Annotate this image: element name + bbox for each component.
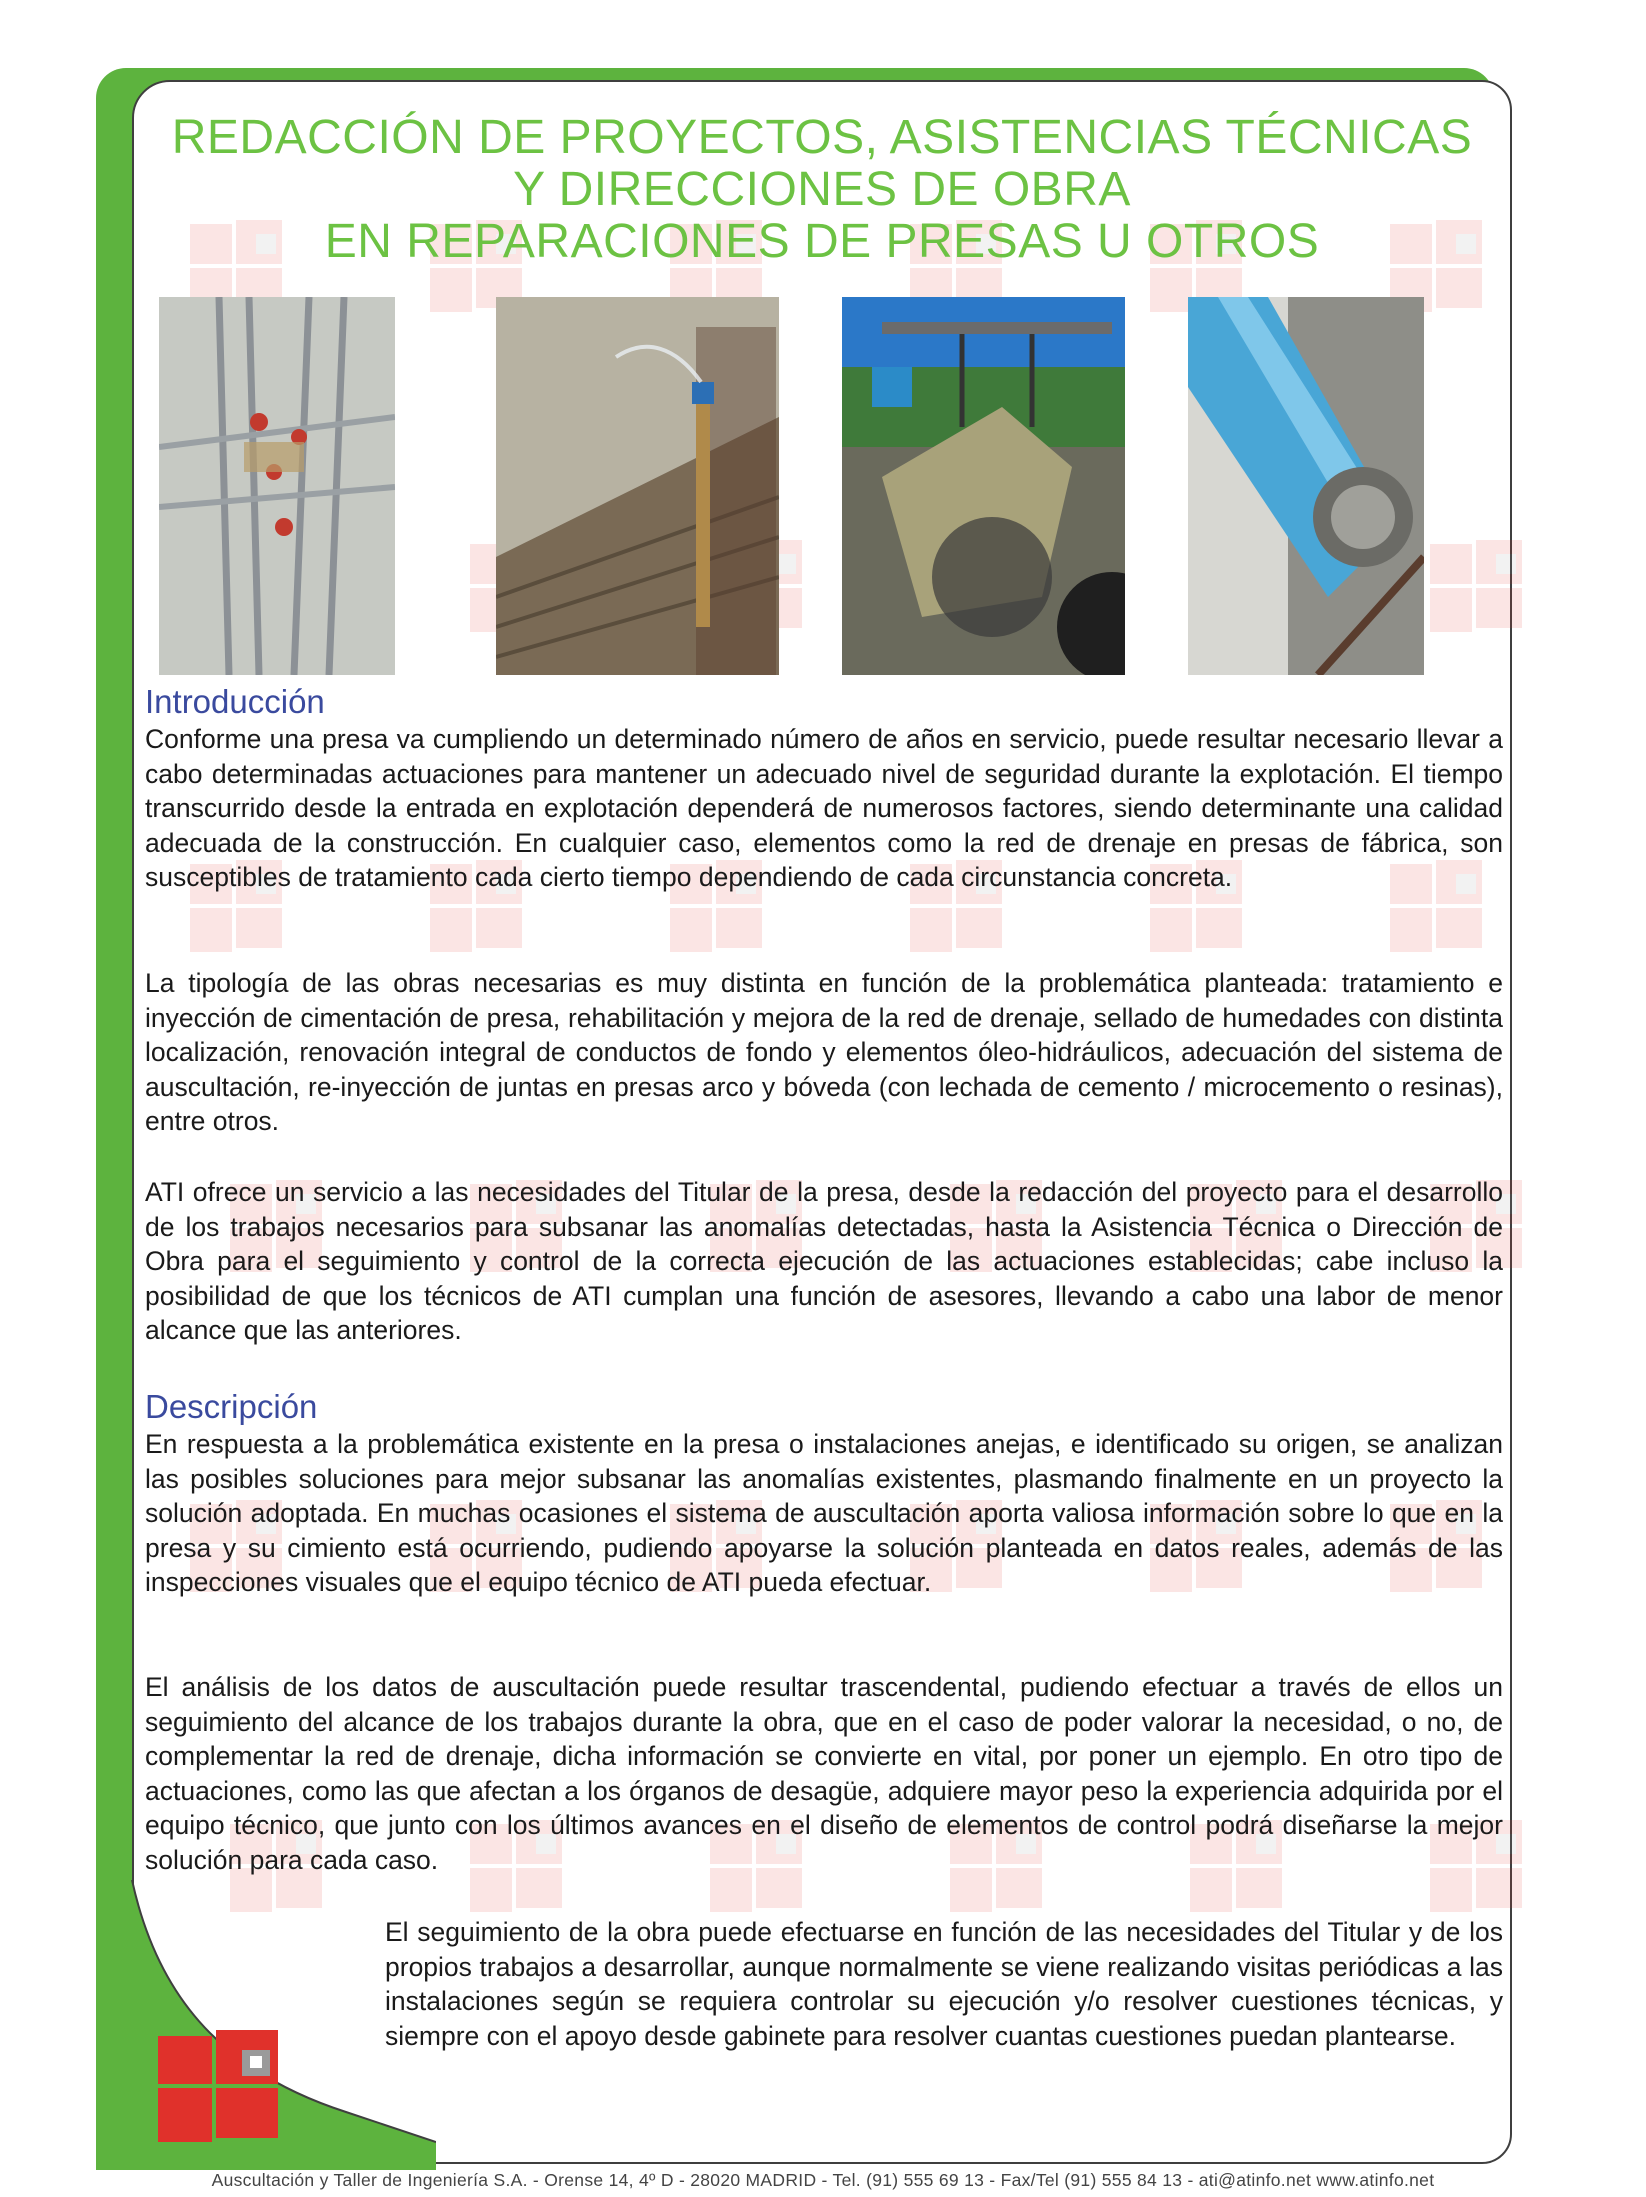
photo-water-outlet (496, 297, 779, 675)
description-paragraph-2: El análisis de los datos de auscultación puede resultar trascendental, pudiendo efectuar a través de ellos un seguimiento del alcance de los trabajos durante la obra, que en el caso de poder valorar la necesidad, o no, de complementar la red de drenaje, dicha información se convierte en vital, por poner un ejemplo. En otro tipo de actuaciones, como las que afectan a los órganos de desagüe, adquiere mayor peso la experiencia adquirida por el equipo técnico, que junto con los últimos avances en el diseño de elementos de control podrá diseñarse la mejor solución para cada caso. (145, 1672, 1503, 1875)
photo-gate-lifting (842, 297, 1125, 675)
footer-contact: Auscultación y Taller de Ingeniería S.A. - Orense 14, 4º D - 28020 MADRID - Tel. (91) 555 69 13 - Fax/Tel (91) 555 84 13 - ati@atinfo.net www.atinfo.net (211, 2170, 1435, 2190)
section-heading-descripcion: Descripción (145, 1388, 318, 1425)
title-line-1: REDACCIÓN DE PROYECTOS, ASISTENCIAS TÉCNICAS (171, 111, 1473, 164)
description-paragraph-3: El seguimiento de la obra puede efectuarse en función de las necesidades del Titular y de los propios trabajos a desarrollar, aunque normalmente se viene realizando visitas periódicas a las instalaciones según se requiera controlar su ejecución y/o resolver cuestiones técnicas, y siempre con el apoyo desde gabinete para resolver cuantas cuestiones puedan plantearse. (385, 1917, 1503, 2051)
description-paragraph-1: En respuesta a la problemática existente en la presa o instalaciones anejas, e identificado su origen, se analizan las posibles soluciones para mejor subsanar las anomalías existentes, plasmando finalmente en un proyecto la solución adoptada. En muchas ocasiones el sistema de auscultación aporta valiosa información sobre lo que en la presa y su cimiento está ocurriendo, pudiendo apoyarse la solución planteada en datos reales, además de las inspecciones visuales que el equipo técnico de ATI pueda efectuar. (145, 1429, 1503, 1597)
photo-drainage-pipes (159, 297, 395, 675)
intro-paragraph-2: La tipología de las obras necesarias es muy distinta en función de la problemática planteada: tratamiento e inyección de cimentación de presa, rehabilitación y mejora de la red de drenaje, sellado de humedades con distinta localización, renovación integral de conductos de fondo y elementos óleo-hidráulicos, adecuación del sistema de auscultación, re-inyección de juntas en presas arco y bóveda (con lechada de cemento / microcemento o resinas), entre otros. (145, 968, 1503, 1136)
title-line-3: EN REPARACIONES DE PRESAS U OTROS (324, 215, 1320, 268)
title-line-2: Y DIRECCIONES DE OBRA (513, 163, 1131, 216)
photo-blue-conduit (1188, 297, 1424, 675)
intro-paragraph-1: Conforme una presa va cumpliendo un determinado número de años en servicio, puede resultar necesario llevar a cabo determinadas actuaciones para mantener un adecuado nivel de seguridad durante la explotación. El tiempo transcurrido desde la entrada en explotación dependerá de numerosos factores, siendo determinante una calidad adecuada de la construcción. En cualquier caso, elementos como la red de drenaje en presas de fábrica, son susceptibles de tratamiento cada cierto tiempo dependiendo de cada circunstancia concreta. (145, 724, 1503, 892)
ati-logo-icon (158, 2030, 278, 2142)
watermark-logo-icon (1430, 540, 1522, 632)
page-title (132, 112, 1512, 268)
section-heading-introduccion: Introducción (145, 683, 325, 720)
intro-paragraph-3: ATI ofrece un servicio a las necesidades del Titular de la presa, desde la redacción del proyecto para el desarrollo de los trabajos necesarios para subsanar las anomalías detectadas, hasta la Asistencia Técnica o Dirección de Obra para el seguimiento y control de la correcta ejecución de las actuaciones establecidas; cabe incluso la posibilidad de que los técnicos de ATI cumplan una función de asesores, llevando a cabo una labor de menor alcance que las anteriores. (145, 1177, 1503, 1345)
